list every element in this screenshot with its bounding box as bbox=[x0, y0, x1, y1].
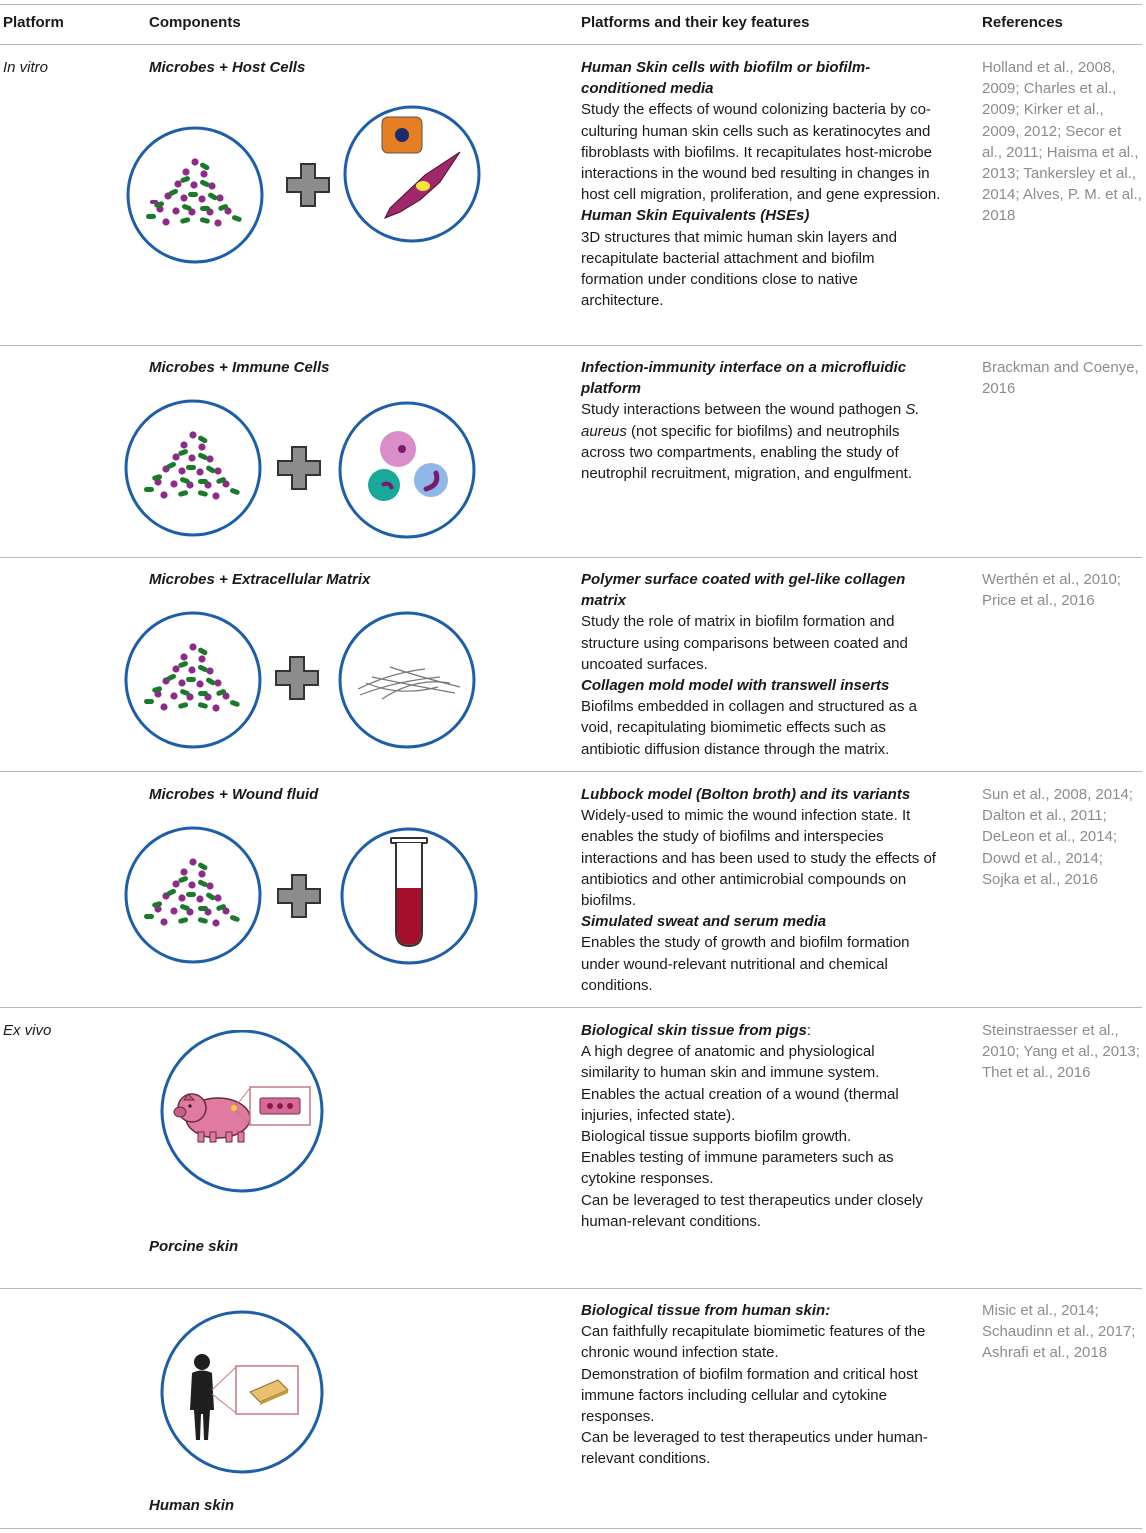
component-label: Microbes + Immune Cells bbox=[149, 359, 330, 376]
feature-line: Can be leveraged to test therapeutics under human-relevant conditions. bbox=[581, 1429, 928, 1468]
plus-icon bbox=[278, 447, 320, 489]
feature-title: Biological tissue from human skin: bbox=[581, 1302, 831, 1319]
header-components: Components bbox=[149, 14, 241, 31]
features-cell bbox=[581, 569, 941, 760]
feature-line: Can faithfully recapitulate biomimetic features of the chronic wound infection state. bbox=[581, 1323, 926, 1362]
plus-icon bbox=[276, 657, 318, 699]
feature-title: Infection-immunity interface on a microfluidic platform bbox=[581, 359, 907, 398]
references-cell: Steinstraesser et al., 2010; Yang et al., 2013; Thet et al., 2016 bbox=[982, 1022, 1140, 1082]
feature-line: Demonstration of biofilm formation and critical host immune factors including cellular and cytokine responses. bbox=[581, 1365, 918, 1426]
references-cell: Misic et al., 2014; Schaudinn et al., 2017; Ashrafi et al., 2018 bbox=[982, 1302, 1136, 1362]
feature-title: Human Skin Equivalents (HSEs) bbox=[581, 207, 810, 225]
row-divider bbox=[0, 1288, 1142, 1289]
plus-icon bbox=[287, 164, 329, 206]
features-cell bbox=[581, 357, 941, 484]
feature-description: Study the role of matrix in biofilm formation and structure using comparisons between coated and uncoated surfaces. bbox=[581, 613, 908, 673]
feature-line: Can be leveraged to test therapeutics under closely human-relevant conditions. bbox=[581, 1191, 923, 1230]
microbes-plus-matrix-icon bbox=[120, 607, 490, 757]
feature-description: 3D structures that mimic human skin layers and recapitulate bacterial attachment and biofilm formation under conditions close to native architecture. bbox=[581, 228, 897, 310]
component-label: Microbes + Extracellular Matrix bbox=[149, 571, 371, 588]
feature-line: Biological tissue supports biofilm growth. bbox=[581, 1128, 852, 1146]
feature-title: Collagen mold model with transwell inserts bbox=[581, 677, 890, 695]
row-divider bbox=[0, 345, 1142, 346]
header-references: References bbox=[982, 14, 1063, 31]
references-cell: Sun et al., 2008, 2014; Dalton et al., 2011; DeLeon et al., 2014; Dowd et al., 2014; Sojka et al., 2016 bbox=[982, 786, 1133, 888]
feature-description: Study the effects of wound colonizing bacteria by co-culturing human skin cells such as keratinocytes and fibroblasts with biofilms. It recapitulates host-microbe interactions in the wound bed resulting in changes in host cell migration, proliferation, and gene expression. bbox=[581, 101, 941, 204]
header-rule bbox=[0, 44, 1142, 45]
platform-label: In vitro bbox=[3, 59, 49, 76]
microbes-plus-host-cells-icon bbox=[120, 90, 490, 310]
microbes-plus-immune-cells-icon bbox=[120, 395, 490, 545]
features-cell bbox=[581, 57, 941, 311]
feature-description: Study interactions between the wound pathogen S. aureus (not specific for biofilms) and neutrophils across two compartments, enabling the study of neutrophil recruitment, migration, and engulfment. bbox=[581, 401, 920, 483]
references-cell: Werthén et al., 2010; Price et al., 2016 bbox=[982, 571, 1121, 610]
component-label: Human skin bbox=[149, 1497, 235, 1514]
platform-label: Ex vivo bbox=[3, 1022, 52, 1039]
microbes-plus-wound-fluid-icon bbox=[120, 822, 490, 972]
feature-description: Biofilms embedded in collagen and structured as a void, recapitulating biomimetic effects such as antibiotic diffusion distance through the matrix. bbox=[581, 698, 918, 758]
feature-title: Lubbock model (Bolton broth) and its variants bbox=[581, 786, 911, 803]
feature-title: Human Skin cells with biofilm or biofilm-conditioned media bbox=[581, 59, 871, 98]
feature-title: Biological skin tissue from pigs bbox=[581, 1022, 807, 1039]
table-top-rule bbox=[0, 4, 1142, 5]
feature-title: Polymer surface coated with gel-like collagen matrix bbox=[581, 571, 906, 610]
feature-line: Enables testing of immune parameters such as cytokine responses. bbox=[581, 1149, 894, 1188]
features-cell bbox=[581, 1300, 933, 1470]
references-cell: Holland et al., 2008, 2009; Charles et al., 2009; Kirker et al., 2009, 2012; Secor et al., 2011; Haisma et al., 2013; Tankersley et al., 2014; Alves, P. M. et al., 2018 bbox=[982, 59, 1142, 225]
header-features: Platforms and their key features bbox=[581, 14, 810, 31]
human-skin-icon bbox=[150, 1310, 340, 1480]
references-cell: Brackman and Coenye, 2016 bbox=[982, 359, 1139, 398]
features-cell bbox=[581, 784, 941, 996]
features-cell: Biological skin tissue from pigs: A high degree of anatomic and physiological similarity to human skin and immune system. Enables the actual creation of a wound (thermal injuries, infected state). Biological tissue supports biofilm growth. Enables testing of immune parameters such as cytokine responses. Can be leveraged to test therapeutics under closely human-relevant conditions. bbox=[581, 1020, 933, 1232]
feature-title: Simulated sweat and serum media bbox=[581, 913, 827, 931]
row-divider bbox=[0, 1007, 1142, 1008]
feature-line: A high degree of anatomic and physiological similarity to human skin and immune system. bbox=[581, 1043, 880, 1082]
feature-description: Enables the study of growth and biofilm formation under wound-relevant nutritional and chemical conditions. bbox=[581, 934, 910, 994]
component-label: Microbes + Host Cells bbox=[149, 59, 306, 76]
component-label: Microbes + Wound fluid bbox=[149, 786, 319, 803]
table-bottom-rule bbox=[0, 1528, 1142, 1529]
row-divider bbox=[0, 771, 1142, 772]
pig-skin-icon bbox=[150, 1030, 340, 1200]
header-platform: Platform bbox=[3, 14, 64, 31]
keratinocyte-icon bbox=[382, 117, 422, 153]
plus-icon bbox=[278, 875, 320, 917]
feature-line: Enables the actual creation of a wound (thermal injuries, infected state). bbox=[581, 1085, 899, 1124]
component-label: Porcine skin bbox=[149, 1238, 239, 1255]
row-divider bbox=[0, 557, 1142, 558]
feature-description: Widely-used to mimic the wound infection state. It enables the study of biofilms and interspecies interactions and has been used to study the effects of antibiotics and other antimicrobial compounds on biofilms. bbox=[581, 807, 936, 910]
test-tube-icon bbox=[391, 838, 427, 946]
